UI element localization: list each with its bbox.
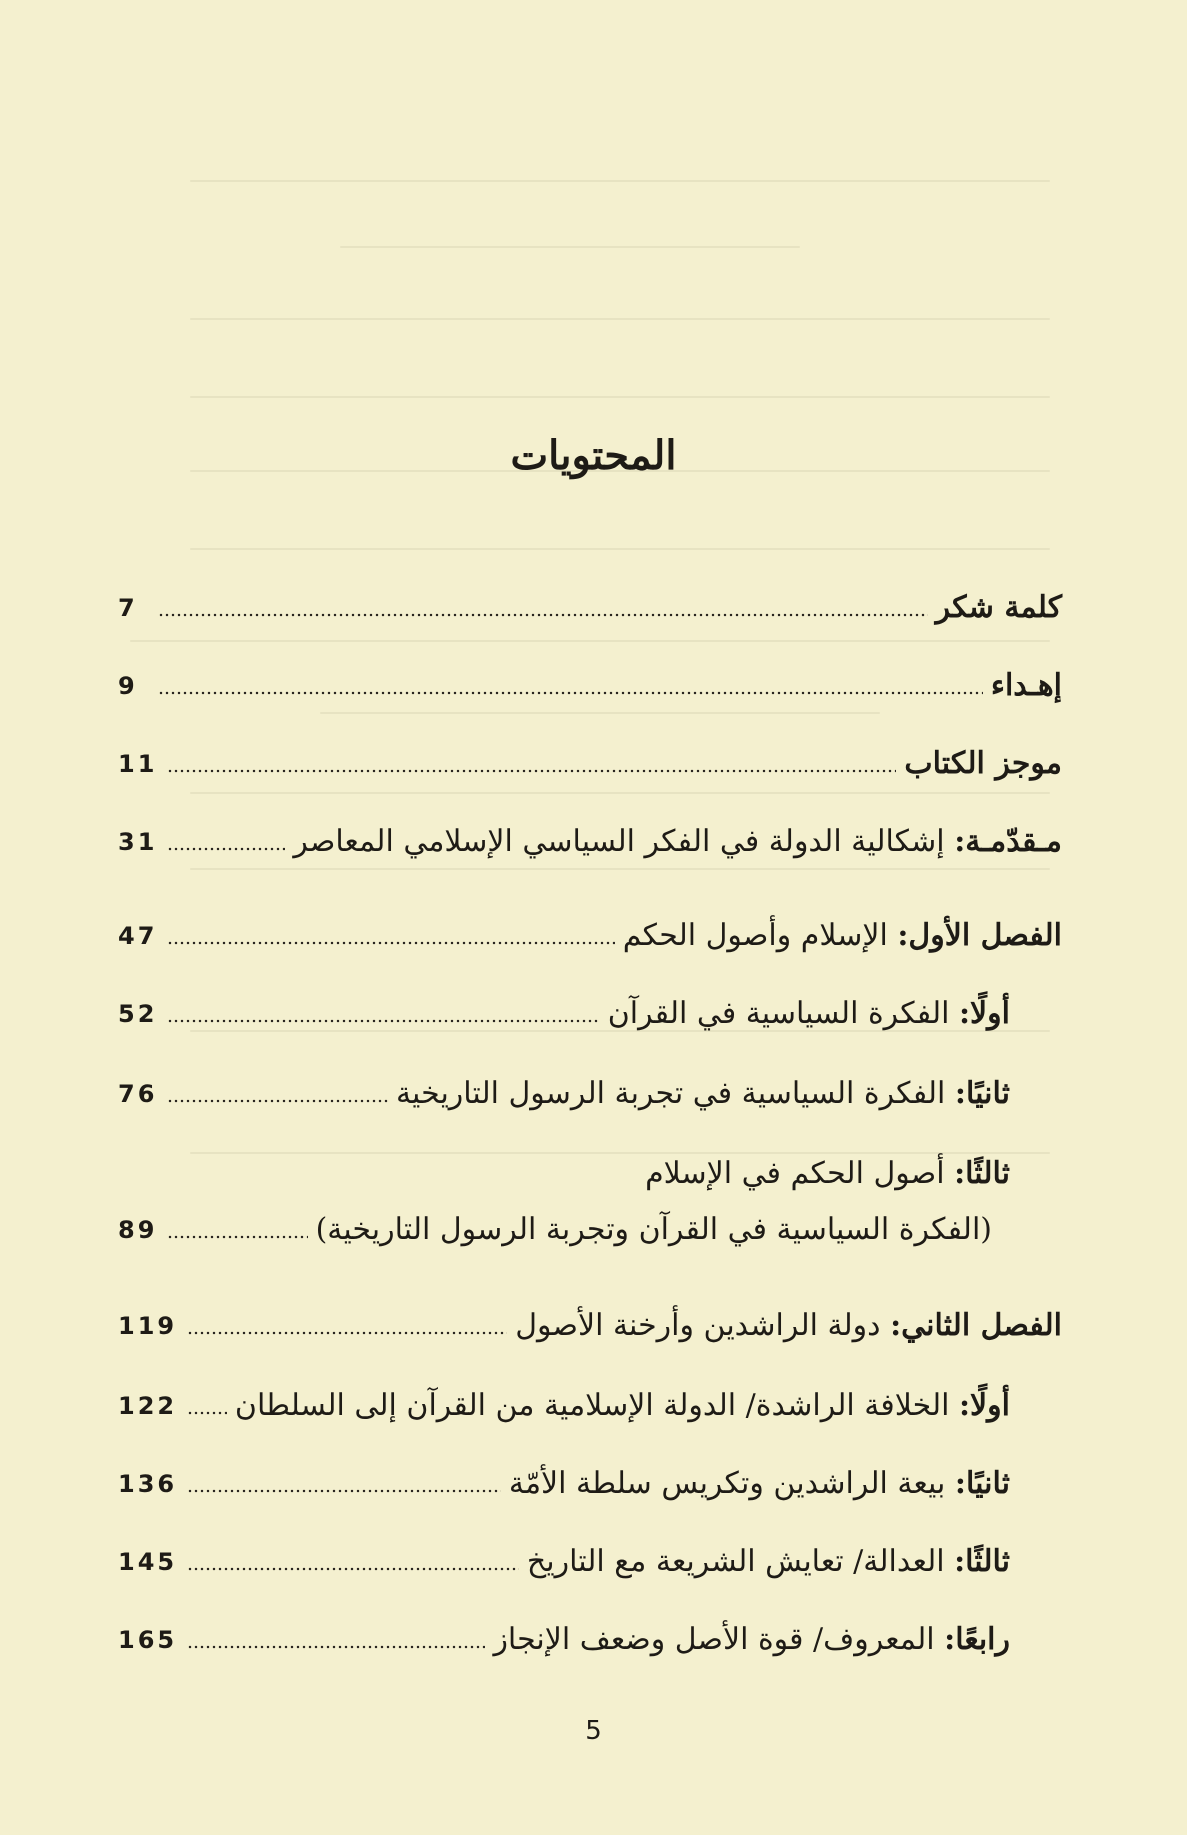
toc-entry-label: مـقدّمـة: إشكالية الدولة في الفكر السياسي الإسلامي المعاصر — [293, 824, 1062, 859]
toc-entry-label: (الفكرة السياسية في القرآن وتجربة الرسول التاريخية) — [315, 1212, 992, 1247]
toc-entry — [118, 580, 1062, 630]
toc-entry-label: الفصل الأول: الإسلام وأصول الحكم — [622, 918, 1062, 953]
toc-entry-label: ثالثًا: العدالة/ تعايش الشريعة مع التاريخ — [526, 1544, 1010, 1579]
toc-page-number: 89 — [118, 1216, 158, 1244]
leader-dots — [167, 1016, 599, 1026]
toc-page-number: 47 — [118, 922, 158, 950]
toc-subentry — [118, 1146, 1062, 1196]
leader-dots — [187, 1642, 485, 1652]
toc-entry — [118, 736, 1062, 786]
toc-subentry — [118, 1534, 1062, 1584]
toc-entry — [118, 658, 1062, 708]
toc-page-number: 11 — [118, 750, 158, 778]
toc-entry-label: ثانيًا: بيعة الراشدين وتكريس سلطة الأمّة — [508, 1466, 1010, 1501]
toc-entry-label: ثانيًا: الفكرة السياسية في تجربة الرسول التاريخية — [395, 1076, 1010, 1111]
page-title: المحتويات — [510, 432, 677, 479]
toc-page-number: 9 — [118, 672, 138, 700]
toc-subentry — [118, 1456, 1062, 1506]
leader-dots — [167, 1096, 388, 1106]
toc-entry-label: كلمة شكر — [935, 590, 1062, 625]
toc-page-number: 122 — [118, 1392, 178, 1420]
toc-page-number: 52 — [118, 1000, 158, 1028]
toc-entry-label: الفصل الثاني: دولة الراشدين وأرخنة الأصول — [515, 1308, 1062, 1343]
toc-entry-label: موجز الكتاب — [904, 746, 1062, 781]
toc-entry-label: أولًا: الفكرة السياسية في القرآن — [607, 996, 1010, 1031]
toc-page-number: 165 — [118, 1626, 178, 1654]
toc-subentry-continuation — [118, 1202, 1062, 1252]
toc-entry — [118, 1298, 1062, 1348]
toc-subentry — [118, 1612, 1062, 1662]
toc-page-number: 119 — [118, 1312, 178, 1340]
leader-dots — [187, 1486, 501, 1496]
toc-page-number: 136 — [118, 1470, 178, 1498]
toc-subentry — [118, 1066, 1062, 1116]
leader-dots — [167, 766, 896, 776]
toc-entry — [118, 908, 1062, 958]
toc-entry — [118, 814, 1062, 864]
toc-entry-label: ثالثًا: أصول الحكم في الإسلام — [645, 1156, 1010, 1191]
toc-subentry — [118, 1378, 1062, 1428]
toc-page-number: 76 — [118, 1080, 158, 1108]
toc-entry-label: أولًا: الخلافة الراشدة/ الدولة الإسلامية من القرآن إلى السلطان — [234, 1388, 1010, 1423]
toc-entry-label: إهـداء — [990, 668, 1062, 703]
leader-dots — [167, 938, 614, 948]
toc-page-number: 145 — [118, 1548, 178, 1576]
toc-page-number: 31 — [118, 828, 158, 856]
toc-subentry — [118, 986, 1062, 1036]
leader-dots — [187, 1408, 227, 1418]
toc-page-number: 7 — [118, 594, 138, 622]
leader-dots — [187, 1564, 519, 1574]
leader-dots — [167, 844, 285, 854]
page-number: 5 — [585, 1716, 602, 1746]
leader-dots — [187, 1328, 507, 1338]
leader-dots — [158, 610, 928, 620]
leader-dots — [158, 688, 983, 698]
leader-dots — [167, 1232, 307, 1242]
toc-entry-label: رابعًا: المعروف/ قوة الأصل وضعف الإنجاز — [493, 1622, 1010, 1657]
